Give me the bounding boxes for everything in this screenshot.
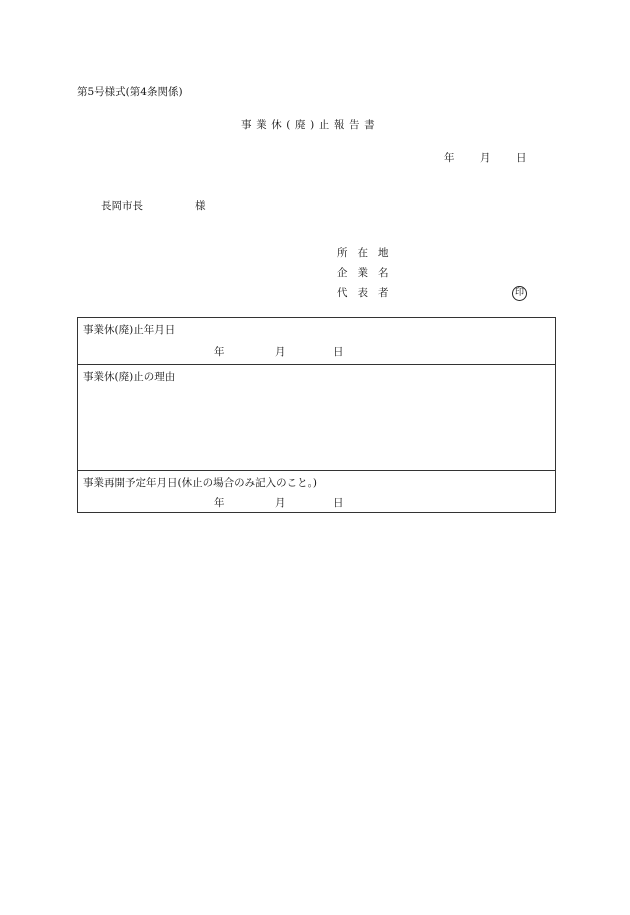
closure-date-label: 事業休(廃)止年月日: [83, 324, 176, 336]
header-date-day: 日: [516, 152, 527, 164]
table-row: [78, 471, 555, 512]
closure-date-month: 月: [275, 346, 286, 358]
closure-date-day: 日: [333, 346, 344, 358]
form-number: 第5号様式(第4条関係): [77, 86, 183, 98]
table-row: [78, 365, 555, 471]
restart-date-month: 月: [275, 497, 286, 509]
company-label: 企業名: [337, 267, 399, 279]
restart-date-label: 事業再開予定年月日(休止の場合のみ記入のこと。): [83, 477, 317, 489]
table-row: [78, 318, 555, 365]
header-date-year: 年: [444, 152, 455, 164]
company-line: [337, 266, 399, 280]
document-title: 事業休(廃)止報告書: [241, 119, 380, 131]
representative-label: 代表者: [337, 287, 399, 299]
report-table: [77, 317, 556, 513]
representative-line: [337, 286, 399, 300]
address-line: [337, 246, 399, 260]
restart-date-day: 日: [333, 497, 344, 509]
restart-date-year: 年: [214, 497, 225, 509]
closure-date-year: 年: [214, 346, 225, 358]
header-date-month: 月: [480, 152, 491, 164]
addressee-honorific: 様: [195, 200, 206, 212]
addressee-name: 長岡市長: [101, 200, 143, 212]
address-label: 所在地: [337, 247, 399, 259]
addressee: [101, 199, 206, 213]
seal-icon: 印: [512, 286, 527, 301]
closure-reason-label: 事業休(廃)止の理由: [83, 371, 176, 383]
